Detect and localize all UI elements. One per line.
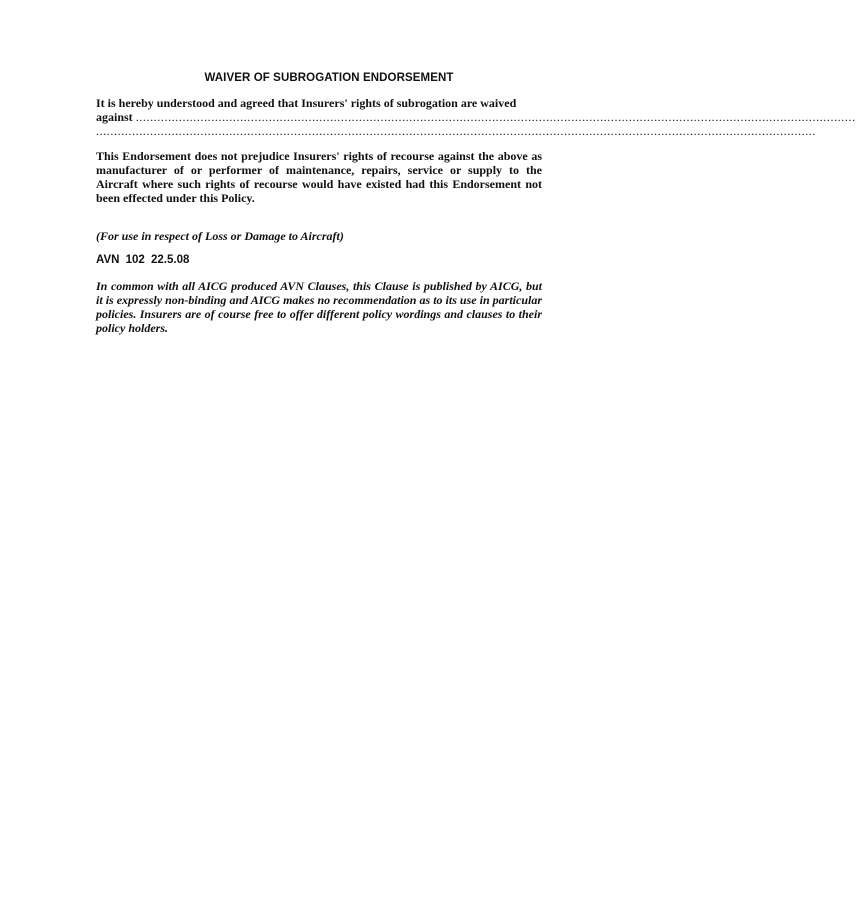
waiver-paragraph-line: It is hereby understood and agreed that Insurers' rights of subrogation are waived: [96, 96, 517, 110]
against-line: [96, 110, 856, 124]
aicg-notice: In common with all AICG produced AVN Clauses, this Clause is published by AICG, but it is expressly non-binding and AICG makes no recommendation as to its use in particular policies. Insurers are of course free to offer different policy wordings and clauses to their policy holders.: [96, 279, 542, 335]
recourse-paragraph: This Endorsement does not prejudice Insurers' rights of recourse against the above as manufacturer of or performer of maintenance, repairs, service or supply to the Aircraft where such rights of recourse would have existed had this Endorsement not been effected under this Policy.: [96, 149, 542, 205]
against-label: against: [96, 110, 133, 124]
fill-in-dotted-line: ........................................................................................................................................................................................................: [135, 110, 856, 124]
second-dotted-line: [96, 124, 816, 138]
clause-code: AVN 102 22.5.08: [96, 254, 190, 266]
usage-note: (For use in respect of Loss or Damage to Aircraft): [96, 229, 344, 243]
document-body: [96, 72, 856, 335]
fill-in-dotted-line-2: ........................................................................................................................................................................................................: [96, 124, 816, 138]
document-title: WAIVER OF SUBROGATION ENDORSEMENT: [204, 72, 454, 84]
